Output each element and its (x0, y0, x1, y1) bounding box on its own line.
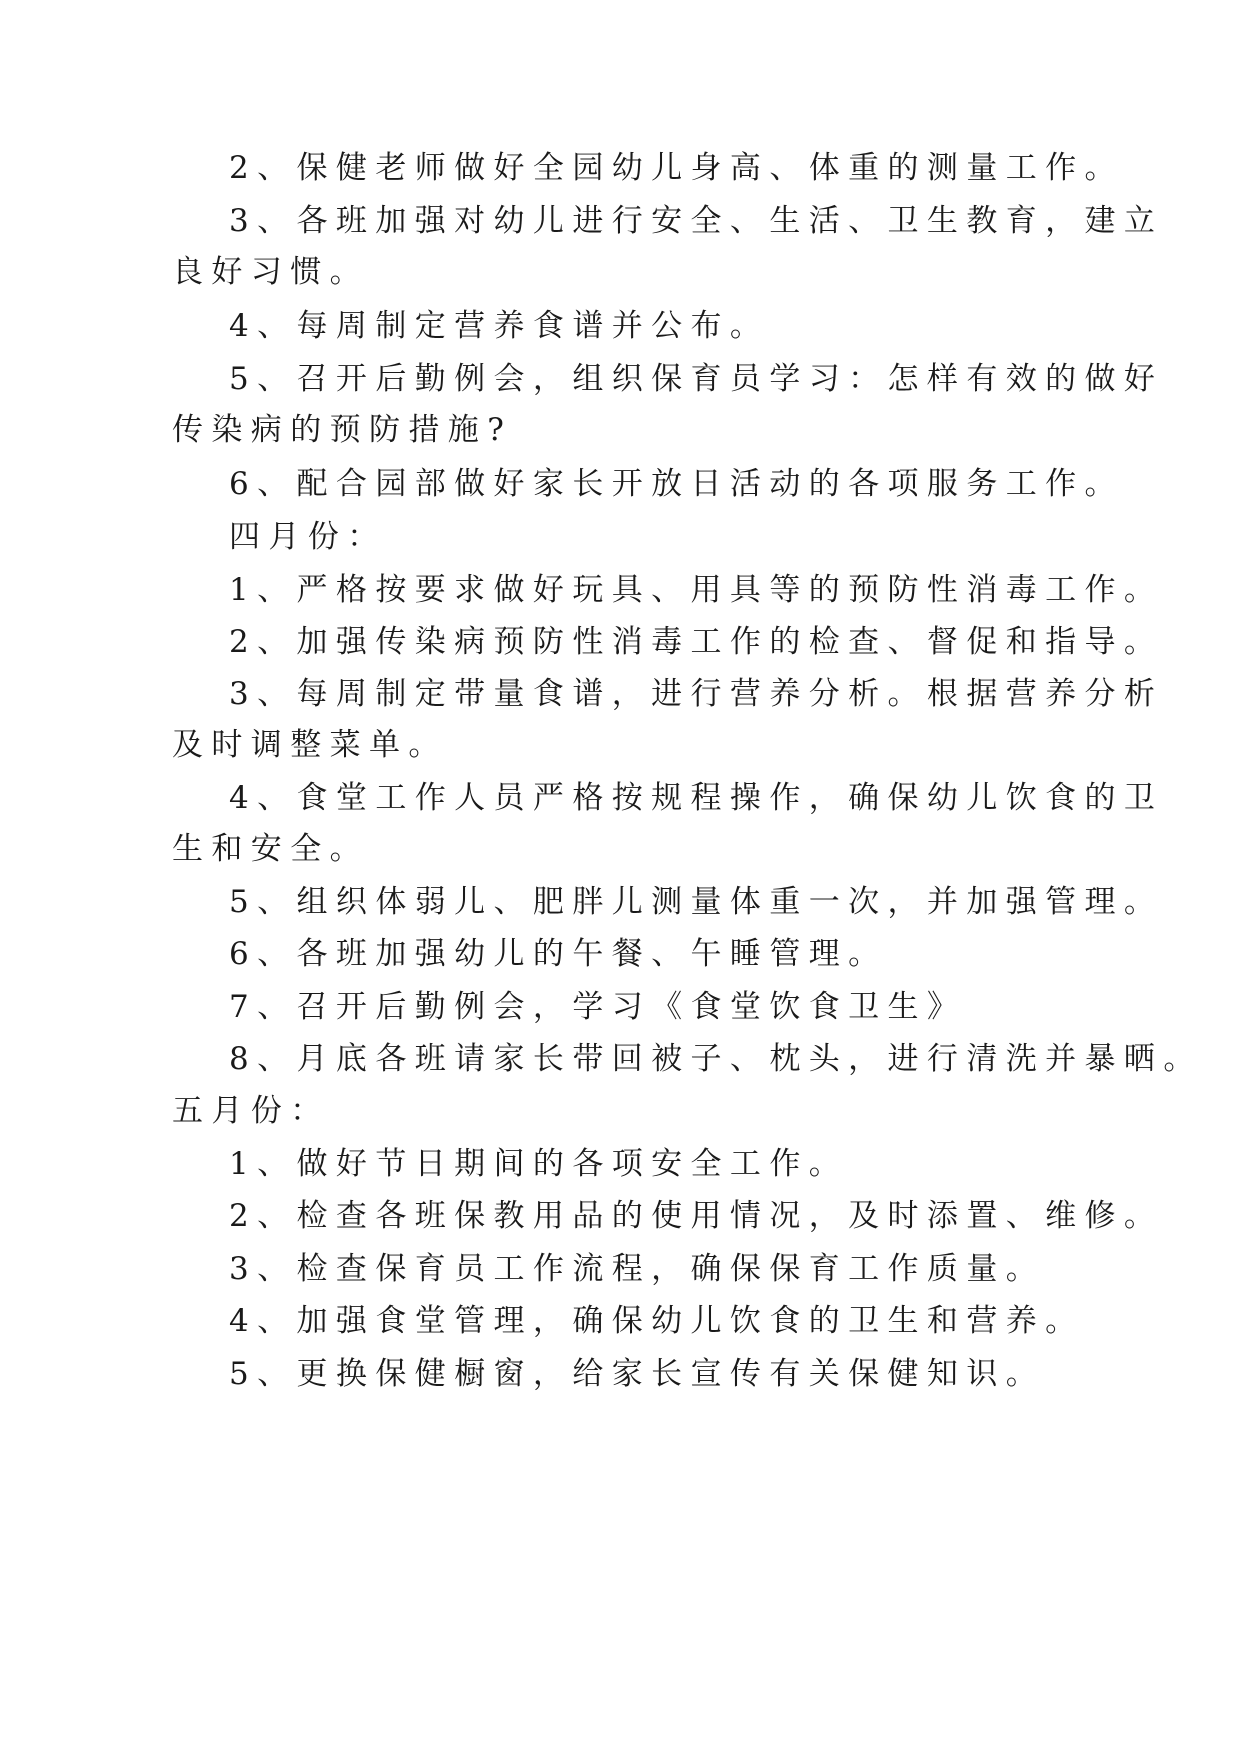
paragraph-line: 3、每周制定带量食谱，进行营养分析。根据营养分析 (229, 676, 1164, 712)
paragraph-line: 传染病的预防措施? (172, 412, 513, 448)
paragraph-line: 4、食堂工作人员严格按规程操作，确保幼儿饮食的卫 (229, 780, 1164, 816)
paragraph-line: 3、各班加强对幼儿进行安全、生活、卫生教育，建立 (229, 203, 1164, 239)
paragraph-line: 8、月底各班请家长带回被子、枕头，进行清洗并暴晒。 (229, 1041, 1203, 1077)
paragraph-line: 4、每周制定营养食谱并公布。 (229, 308, 770, 344)
paragraph-line: 4、加强食堂管理，确保幼儿饮食的卫生和营养。 (229, 1303, 1085, 1339)
paragraph-line: 良好习惯。 (172, 254, 369, 290)
paragraph-line: 5、更换保健橱窗，给家长宣传有关保健知识。 (229, 1356, 1046, 1392)
paragraph-line: 2、保健老师做好全园幼儿身高、体重的测量工作。 (229, 150, 1124, 186)
paragraph-line: 6、配合园部做好家长开放日活动的各项服务工作。 (229, 466, 1124, 502)
paragraph-line: 7、召开后勤例会，学习《食堂饮食卫生》 (229, 989, 967, 1025)
section-heading-may: 五月份： (172, 1093, 330, 1129)
paragraph-line: 6、各班加强幼儿的午餐、午睡管理。 (229, 936, 888, 972)
paragraph-line: 3、检查保育员工作流程，确保保育工作质量。 (229, 1251, 1046, 1287)
paragraph-line: 5、组织体弱儿、肥胖儿测量体重一次，并加强管理。 (229, 884, 1164, 920)
paragraph-line: 2、检查各班保教用品的使用情况，及时添置、维修。 (229, 1198, 1164, 1234)
paragraph-line: 生和安全。 (172, 831, 369, 867)
paragraph-line: 及时调整菜单。 (172, 727, 448, 763)
paragraph-line: 1、做好节日期间的各项安全工作。 (229, 1146, 849, 1182)
paragraph-line: 2、加强传染病预防性消毒工作的检查、督促和指导。 (229, 624, 1164, 660)
section-heading-april: 四月份： (229, 519, 387, 555)
paragraph-line: 5、召开后勤例会，组织保育员学习：怎样有效的做好 (229, 361, 1164, 397)
paragraph-line: 1、严格按要求做好玩具、用具等的预防性消毒工作。 (229, 572, 1164, 608)
